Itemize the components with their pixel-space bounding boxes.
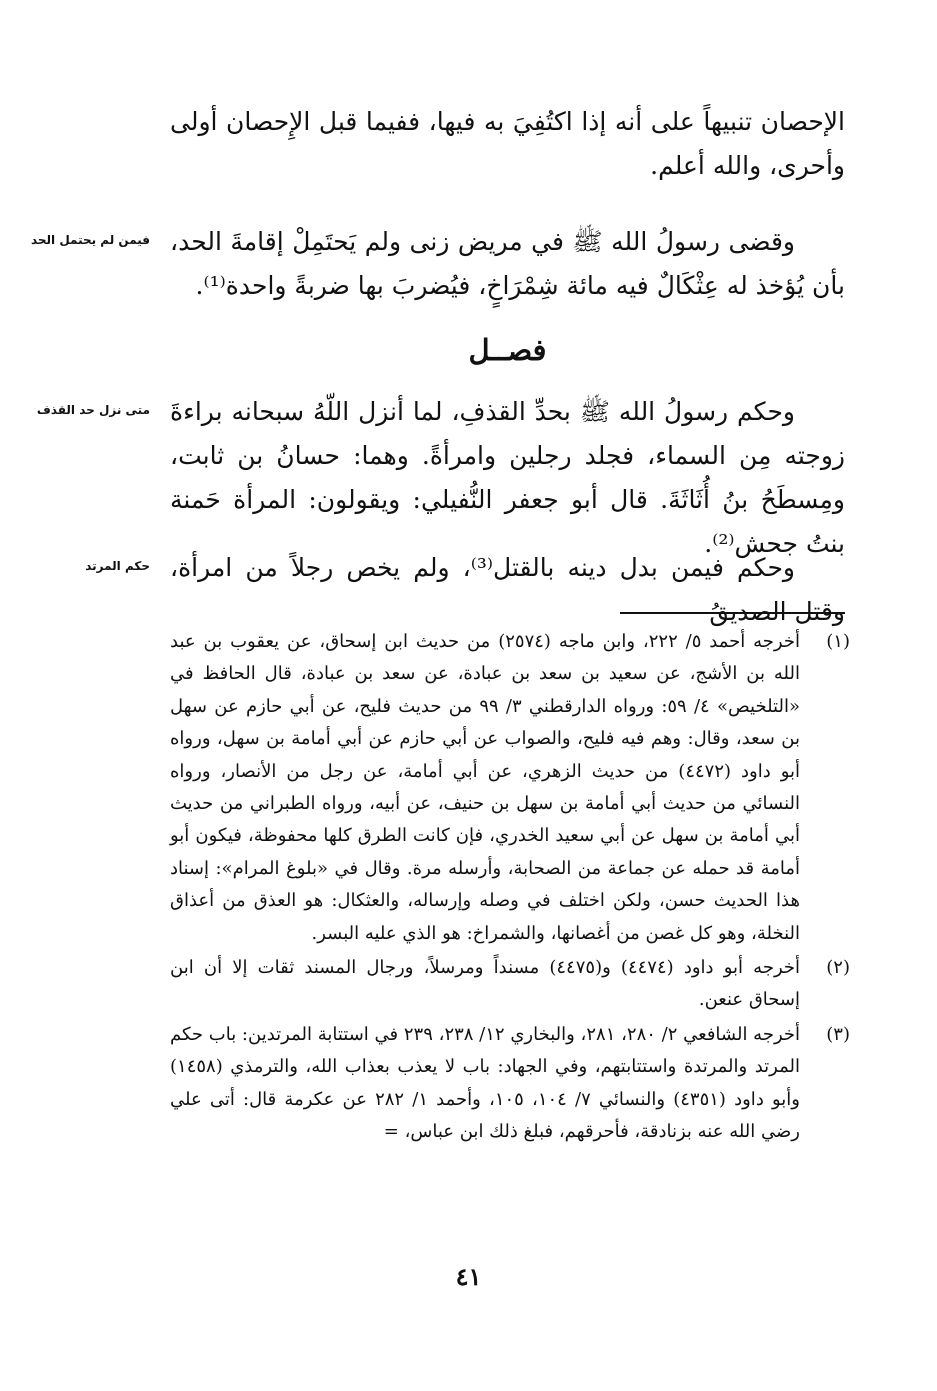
body-paragraph: وحكم رسولُ الله ﷺ بحدِّ القذفِ، لما أنزل اللّهُ سبحانه براءةَ زوجته مِن السماء، فجلد رجلين وامرأةً. وهما: حسانُ بن ثابت، ومِسطَحُ بنُ أُثَاثَةَ. قال أبو جعفر النُّفيلي: ويقولون: المرأة حَمنة بنتُ جحش⁽²⁾. — [170, 397, 845, 558]
footnote-text: أخرجه الشافعي ٢/ ٢٨٠، ٢٨١، والبخاري ١٢/ ٢٣٨، ٢٣٩ في استتابة المرتدين: باب حكم المرتد والمرتدة واستتابتهم، وفي الجهاد: باب لا يعذب بعذاب الله، والترمذي (١٤٥٨) وأبو داود (٤٣٥١) والنسائي ٧/ ١٠٤، ١٠٥، وأحمد ١/ ٢٨٢ عن عكرمة قال: أتى علي رضي الله عنه بزنادقة، فأحرقهم، فبلغ ذلك ابن عباس، = — [170, 1023, 801, 1143]
footnote-number: (٣) — [826, 1023, 850, 1045]
body-paragraph: الإحصان تنبيهاً على أنه إذا اكتُفِيَ به فيها، ففيما قبل الإِحصان أولى وأحرى، والله أعلم. — [170, 107, 845, 180]
footnote-text: أخرجه أبو داود (٤٤٧٤) و(٤٤٧٥) مسنداً ومرسلاً، ورجال المسند ثقات إلا أن ابن إسحاق عنعن. — [170, 957, 800, 1011]
footnote — [170, 626, 850, 950]
body-paragraph: وقضى رسولُ الله ﷺ في مريض زنى ولم يَحتَمِلْ إقامةَ الحد، بأن يُؤخذ له عِثْكَالٌ فيه مائة شِمْرَاخٍ، فيُضربَ بها ضربةً واحدة⁽¹⁾. — [170, 227, 845, 300]
margin-note: حكم المرتد — [85, 559, 150, 573]
footnotes — [170, 626, 850, 1151]
page-number: ٤١ — [455, 1262, 482, 1291]
section-heading: فصــل — [468, 333, 547, 367]
footnote-divider — [620, 612, 845, 614]
footnote-text: أخرجه أحمد ٥/ ٢٢٢، وابن ماجه (٢٥٧٤) من حديث ابن إسحاق، عن يعقوب بن عبد الله بن الأشج، عن سعيد بن سعد بن عبادة، عن سعد بن عبادة، قال الحافظ في «التلخيص» ٤/ ٥٩: ورواه الدارقطني ٣/ ٩٩ من حديث فليح، عن أبي حازم عن سهل بن سعد، وقال: وهم فيه فليح، والصواب عن أبي حازم عن أبي أمامة بن سهل، ورواه أبو داود (٤٤٧٢) من حديث الزهري، عن أبي أمامة، عن رجل من الأنصار، ورواه النسائي من حديث أبي أمامة بن سهل بن حنيف، عن أبيه، ورواه الطبراني من حديث أبي أمامة بن سهل عن أبي سعيد الخدري، فإن كانت الطرق كلها محفوظة، فيكون أبو أمامة قد حمله عن جماعة من الصحابة، وأرسله مرة. وقال في «بلوغ المرام»: إسناد هذا الحديث حسن، ولكن اختلف في وصله وإرساله، والعثكال: هو العذق من أعذاق النخلة، وهو كل غصن من أغصانها، والشمراخ: هو الذي عليه البسر. — [170, 631, 801, 944]
footnote-number: (١) — [826, 631, 850, 652]
margin-note: متى نزل حد القذف — [36, 403, 150, 417]
footnote-number: (٢) — [826, 957, 850, 979]
margin-note: فيمن لم يحتمل الحد — [30, 233, 150, 247]
footnote — [170, 952, 850, 1017]
body-paragraph: وحكم فيمن بدل دينه بالقتل⁽³⁾، ولم يخص رجلاً من امرأة، وقتل الصديقُ — [170, 553, 845, 626]
footnote — [170, 1019, 850, 1149]
